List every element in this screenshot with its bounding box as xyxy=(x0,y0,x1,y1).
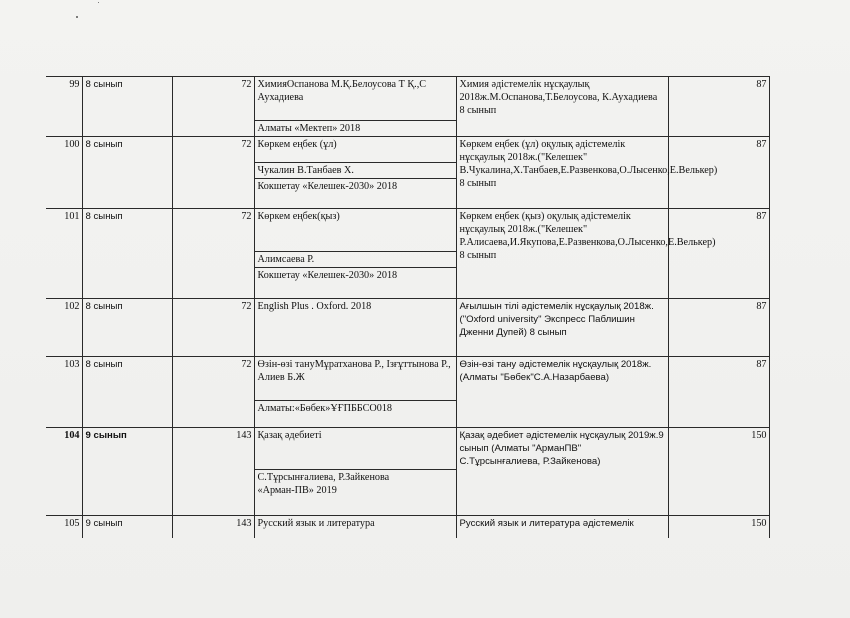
count-cell: 72 xyxy=(172,209,254,299)
grade-cell: 8 сынып xyxy=(82,357,172,428)
publisher-cell: Кокшетау «Келешек-2030» 2018 xyxy=(254,179,456,209)
guide-cell: Ағылшын тілі әдістемелік нұсқаулық 2018ж. ("Oxford university" Экспресс Паблишин Дженни Дупей) 8 сынып xyxy=(456,299,668,357)
table-row xyxy=(46,209,769,252)
author-line: С.Тұрсынғалиева, Р.Зайкенова xyxy=(257,472,390,483)
grade-cell: 9 сынып xyxy=(82,516,172,538)
book-cell: Көркем еңбек(қыз) xyxy=(254,209,456,252)
table-row xyxy=(46,77,769,121)
count-cell: 72 xyxy=(172,357,254,428)
textbook-table xyxy=(46,76,770,538)
guide-cell: Химия әдістемелік нұсқаулық 2018ж.М.Оспанова,Т.Белоусова, К.Аухадиева 8 сынып xyxy=(456,77,668,137)
count-cell: 72 xyxy=(172,137,254,209)
publisher-cell: Кокшетау «Келешек-2030» 2018 xyxy=(254,268,456,299)
author-cell: Алимсаева Р. xyxy=(254,252,456,268)
book-cell: Өзін-өзі тануМұратханова Р., Ізғұттынова Р., Алиев Б.Ж xyxy=(254,357,456,401)
publisher-cell: Алматы «Мектеп» 2018 xyxy=(254,121,456,137)
guide-cell: Көркем еңбек (қыз) оқулық әдістемелік нұсқаулық 2018ж.("Келешек" Р.Алисаева,И.Якупова,Е.Развенкова,О.Лысенко,Е.Велькер) 8 сынып xyxy=(456,209,668,299)
count-cell: 72 xyxy=(172,77,254,137)
row-number: 105 xyxy=(46,516,82,538)
row-number: 102 xyxy=(46,299,82,357)
guide-count-cell: 87 xyxy=(668,137,769,209)
grade-cell: 8 сынып xyxy=(82,299,172,357)
row-number: 99 xyxy=(46,77,82,137)
book-cell: English Plus . Oxford. 2018 xyxy=(254,299,456,357)
grade-cell: 9 сынып xyxy=(82,428,172,516)
guide-cell: Көркем еңбек (ұл) оқулық әдістемелік нұсқаулық 2018ж.("Келешек" В.Чукалина,Х.Танбаев,Е.Развенкова,О.Лысенко,Е.Велькер) 8 сынып xyxy=(456,137,668,209)
guide-cell: Русский язык и литература әдістемелік xyxy=(456,516,668,538)
book-cell: Көркем еңбек (ұл) xyxy=(254,137,456,163)
row-number: 103 xyxy=(46,357,82,428)
book-cell: ХимияОспанова М.Қ.Белоусова Т Қ.,С Аухадиева xyxy=(254,77,456,121)
count-cell: 143 xyxy=(172,516,254,538)
table-row xyxy=(46,516,769,538)
guide-count-cell: 87 xyxy=(668,299,769,357)
publisher-cell xyxy=(254,470,456,516)
count-cell: 72 xyxy=(172,299,254,357)
grade-cell: 8 сынып xyxy=(82,209,172,299)
publisher-cell: Алматы:«Бөбек»ҰҒПББСО018 xyxy=(254,401,456,428)
publisher-line: «Арман-ПВ» 2019 xyxy=(257,485,337,496)
table-row xyxy=(46,357,769,401)
grade-cell: 8 сынып xyxy=(82,77,172,137)
grade-cell: 8 сынып xyxy=(82,137,172,209)
guide-count-cell: 87 xyxy=(668,77,769,137)
table-row xyxy=(46,428,769,470)
author-cell: Чукалин В.Танбаев Х. xyxy=(254,163,456,179)
table-row xyxy=(46,137,769,163)
book-cell: Қазақ әдебиеті xyxy=(254,428,456,470)
book-cell: Русский язык и литература xyxy=(254,516,456,538)
guide-count-cell: 150 xyxy=(668,428,769,516)
guide-cell: Өзін-өзі тану әдістемелік нұсқаулық 2018ж.(Алматы "Бөбек"С.А.Назарбаева) xyxy=(456,357,668,428)
table-row xyxy=(46,299,769,357)
row-number: 104 xyxy=(46,428,82,516)
guide-cell: Қазақ әдебиет әдістемелік нұсқаулық 2019ж.9 сынып (Алматы "АрманПВ" С.Тұрсынғалиева, Р.Зайкенова) xyxy=(456,428,668,516)
guide-count-cell: 150 xyxy=(668,516,769,538)
guide-count-cell: 87 xyxy=(668,209,769,299)
guide-count-cell: 87 xyxy=(668,357,769,428)
scan-speck xyxy=(98,2,99,3)
row-number: 101 xyxy=(46,209,82,299)
row-number: 100 xyxy=(46,137,82,209)
count-cell: 143 xyxy=(172,428,254,516)
scan-speck xyxy=(76,16,78,18)
